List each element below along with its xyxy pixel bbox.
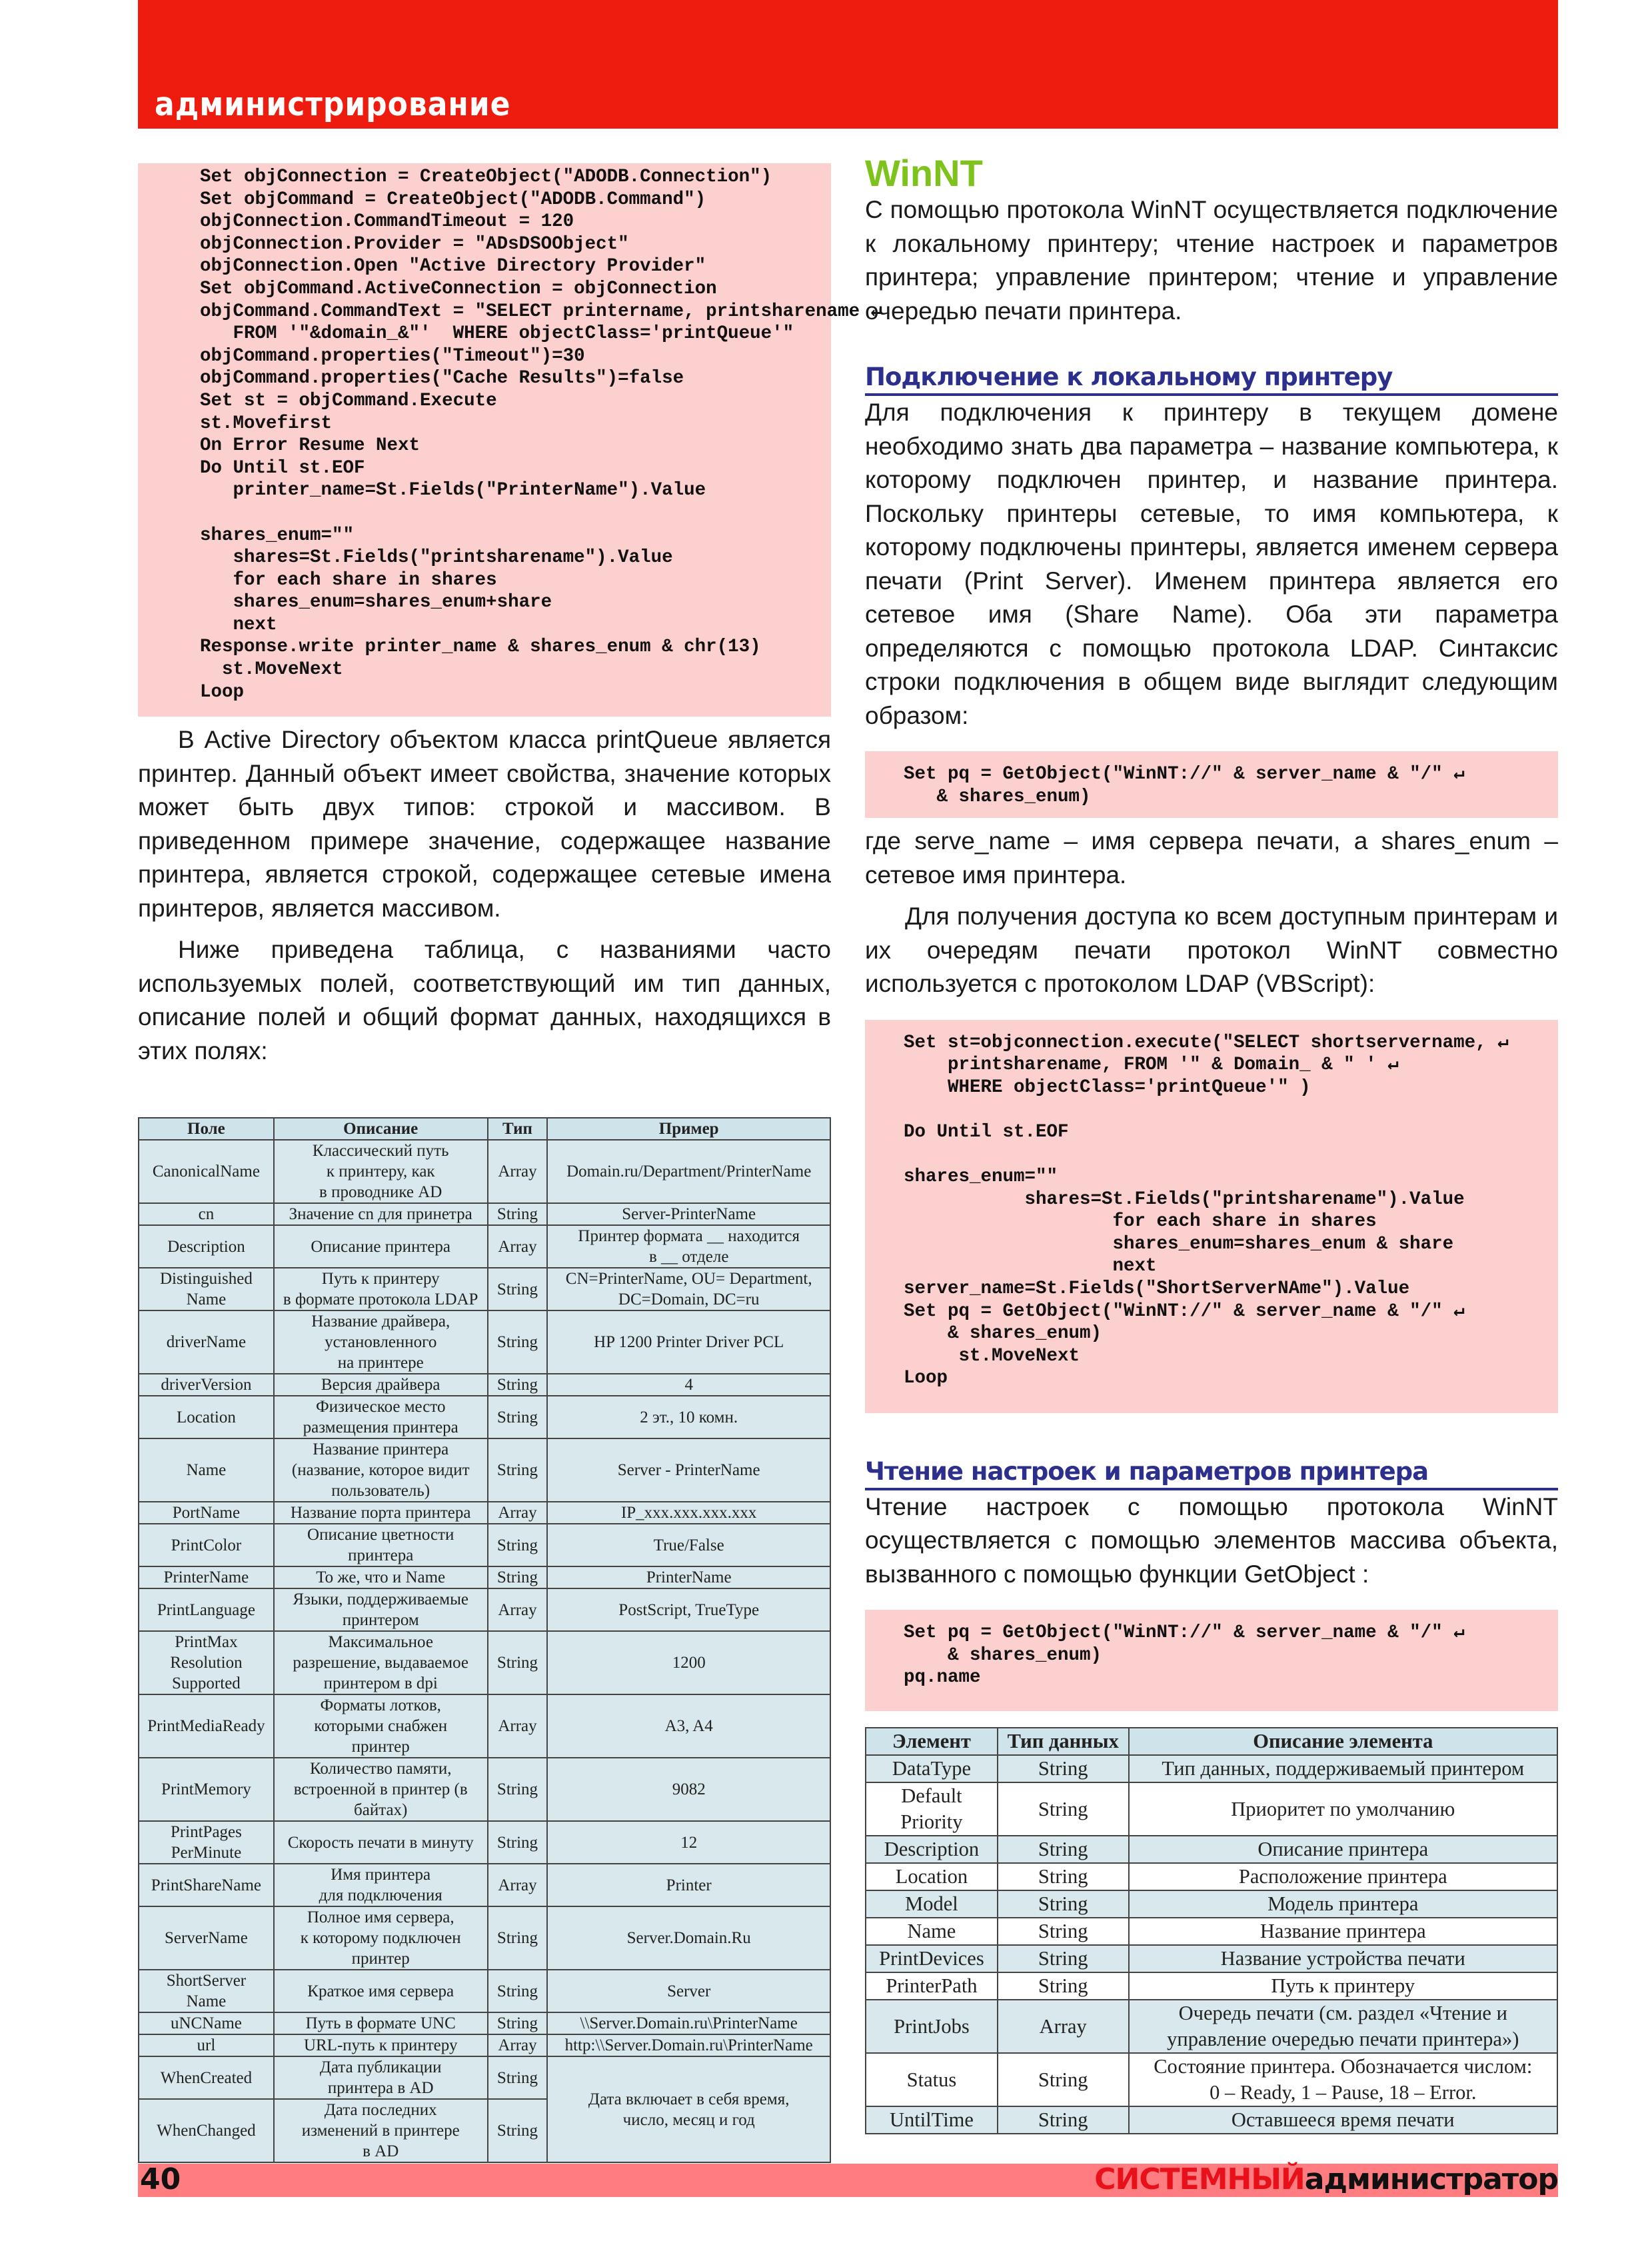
table-cell: String	[488, 1310, 548, 1374]
code-block-winnt-ldap: Set st=objconnection.execute("SELECT shortservername, ↵ printsharename, FROM '" & Domain_ & " ' ↵ WHERE objectClass='printQueue'" ) Do Until st.EOF shares_enum="" shares=St.Fields("printsharename").Value for each share in shares shares_enum=shares_enum & share next server_name=St.Fields("ShortServerNAme").Value Set pq = GetObject("WinNT://" & server_name & "/" ↵ & shares_enum) st.MoveNext Loop	[865, 1020, 1558, 1413]
table-row	[866, 2106, 1557, 2134]
table-cell: Название принтера	[1129, 1918, 1557, 1945]
table-cell: Имя принтера для подключения	[274, 1864, 488, 1906]
table-cell: Оставшееся время печати	[1129, 2106, 1557, 2134]
table-row	[866, 1972, 1557, 2000]
table-row	[139, 1631, 830, 1694]
table-cell: PortName	[139, 1502, 274, 1524]
table-cell: 1200	[547, 1631, 830, 1694]
table-cell: PrintMediaReady	[139, 1694, 274, 1758]
table-cell: String	[488, 1821, 548, 1864]
subheading: Чтение настроек и параметров принтера	[865, 1457, 1558, 1490]
table-cell: PostScript, TrueType	[547, 1588, 830, 1631]
table-cell: Array	[488, 1864, 548, 1906]
table-cell: PrintShareName	[139, 1864, 274, 1906]
table-header: Пример	[547, 1118, 830, 1140]
table-cell: Location	[866, 1863, 998, 1890]
table-cell: String	[488, 2099, 548, 2162]
paragraph: Для получения доступа ко всем доступным принтерам и их очередям печати протокол WinNT совместно используется с протоколом LDAP (VBScript):	[865, 903, 1558, 997]
table-cell: Название порта принтера	[274, 1502, 488, 1524]
table-row	[866, 1918, 1557, 1945]
table-cell: String	[488, 1203, 548, 1225]
table-row	[866, 1755, 1557, 1782]
table-cell: Тип данных, поддерживаемый принтером	[1129, 1755, 1557, 1782]
table-row	[866, 1836, 1557, 1863]
table-cell: IP_xxx.xxx.xxx.xxx	[547, 1502, 830, 1524]
code-block-ldap: Set objConnection = CreateObject("ADODB.Connection") Set objCommand = CreateObject("ADODB.Command") objConnection.CommandTimeout = 120 objConnection.Provider = "ADsDSOObject" objConnection.Open "Active Directory Provider" Set objCommand.ActiveConnection = objConnection objCommand.CommandText = "SELECT printername, printsharename ↵ FROM '"&domain_&"' WHERE objectClass='printQueue'" objCommand.properties("Timeout")=30 objCommand.properties("Cache Results")=false Set st = objCommand.Execute st.Movefirst On Error Resume Next Do Until st.EOF printer_name=St.Fields("PrinterName").Value shares_enum="" shares=St.Fields("printsharename").Value for each share in shares shares_enum=shares_enum+share next Response.write printer_name & shares_enum & chr(13) st.MoveNext Loop	[138, 163, 831, 717]
table-row	[139, 1758, 830, 1821]
table-cell: String	[998, 1918, 1129, 1945]
table-cell: Расположение принтера	[1129, 1863, 1557, 1890]
table-header: Тип данных	[998, 1728, 1129, 1755]
table-cell: Array	[488, 1502, 548, 1524]
table-cell: Name	[866, 1918, 998, 1945]
table-cell: String	[998, 2106, 1129, 2134]
table-cell: http:\\Server.Domain.ru\PrinterName	[547, 2034, 830, 2056]
table-cell: PrinterPath	[866, 1972, 998, 2000]
table-cell: driverName	[139, 1310, 274, 1374]
table-cell: A3, A4	[547, 1694, 830, 1758]
table-cell: PrintLanguage	[139, 1588, 274, 1631]
table-cell: PrinterName	[547, 1566, 830, 1588]
table-cell: String	[488, 1566, 548, 1588]
table-cell: \\Server.Domain.ru\PrinterName	[547, 2012, 830, 2034]
table-cell: Скорость печати в минуту	[274, 1821, 488, 1864]
table-cell: Server-PrinterName	[547, 1203, 830, 1225]
table-cell: uNCName	[139, 2012, 274, 2034]
page-number: 40	[140, 2162, 181, 2196]
table-row	[866, 1945, 1557, 1972]
table-cell: Количество памяти, встроенной в принтер (в байтах)	[274, 1758, 488, 1821]
table-cell: String	[998, 1890, 1129, 1918]
table-cell: String	[488, 1396, 548, 1438]
paragraph: Для подключения к принтеру в текущем домене необходимо знать два параметра – название компьютера, к которому подключен принтер, и название принтера. Поскольку принтеры сетевые, то имя компьютера, к которому подключены принтеры, является именем сервера печати (Print Server). Именем принтера является его сетевое имя (Share Name). Оба эти параметра определяются с помощью протокола LDAP. Синтаксис строки подключения в общем виде выглядит следующим образом:	[865, 399, 1558, 729]
table-cell: String	[998, 1782, 1129, 1836]
table-row	[866, 1863, 1557, 1890]
table-cell: Модель принтера	[1129, 1890, 1557, 1918]
table-cell: String	[998, 1972, 1129, 2000]
table-row	[139, 2012, 830, 2034]
table-cell: 9082	[547, 1758, 830, 1821]
table-cell: PrinterName	[139, 1566, 274, 1588]
code-block-getobject: Set pq = GetObject("WinNT://" & server_name & "/" ↵ & shares_enum)	[865, 751, 1558, 818]
paragraph: Чтение настроек с помощью протокола WinNT осуществляется с помощью элементов массива объекта, вызванного с помощью функции GetObject :	[865, 1492, 1558, 1588]
table-row	[866, 2053, 1557, 2106]
fields-table-body	[139, 1140, 830, 2162]
table-cell: Описание принтера	[274, 1225, 488, 1268]
table-cell: 4	[547, 1374, 830, 1396]
table-row	[139, 1502, 830, 1524]
magazine-name	[1094, 2162, 1558, 2196]
table-row	[139, 1140, 830, 1203]
table-cell: Форматы лотков, которыми снабжен принтер	[274, 1694, 488, 1758]
table-cell: Максимальное разрешение, выдаваемое принтером в dpi	[274, 1631, 488, 1694]
table-cell: String	[998, 1755, 1129, 1782]
table-cell: True/False	[547, 1524, 830, 1566]
paragraph: Ниже приведена таблица, с названиями часто используемых полей, соответствующий им тип данных, описание полей и общий формат данных, находящихся в этих полях:	[138, 936, 831, 1065]
table-cell: String	[488, 2012, 548, 2034]
elements-table-body	[866, 1755, 1557, 2134]
table-cell: Array	[488, 1225, 548, 1268]
table-cell: Классический путь к принтеру, как в проводнике AD	[274, 1140, 488, 1203]
paragraph: где serve_name – имя сервера печати, а shares_enum – сетевое имя принтера.	[865, 827, 1558, 889]
paragraph: С помощью протокола WinNT осуществляется подключение к локальному принтеру; чтение настроек и параметров принтера; управление принтером; чтение и управление очередью печати принтера.	[865, 196, 1558, 325]
table-cell: Server - PrinterName	[547, 1438, 830, 1502]
table-cell: Версия драйвера	[274, 1374, 488, 1396]
section-title: WinNT	[865, 152, 983, 194]
table-header: Описание	[274, 1118, 488, 1140]
fields-table	[138, 1117, 831, 2163]
table-header: Поле	[139, 1118, 274, 1140]
table-cell: ServerName	[139, 1906, 274, 1970]
table-cell: Дата публикации принтера в AD	[274, 2056, 488, 2099]
subheading: Подключение к локальному принтеру	[865, 363, 1558, 396]
table-cell: 12	[547, 1821, 830, 1864]
table-cell: cn	[139, 1203, 274, 1225]
table-row	[139, 1566, 830, 1588]
elements-table	[865, 1727, 1558, 2134]
table-row	[866, 1782, 1557, 1836]
magazine-name-part2: администратор	[1304, 2162, 1558, 2196]
table-cell: DataType	[866, 1755, 998, 1782]
table-cell: String	[488, 1970, 548, 2012]
table-row	[866, 2000, 1557, 2053]
table-cell: Model	[866, 1890, 998, 1918]
table-cell: PrintJobs	[866, 2000, 998, 2053]
table-cell: String	[488, 1758, 548, 1821]
paragraph: В Active Directory объектом класса printQueue является принтер. Данный объект имеет свойства, значение которых может быть двух типов: строкой и массивом. В приведенном примере значение, содержащее название принтера, является строкой, содержащее сетевые имена принтеров, является массивом.	[138, 726, 831, 922]
table-cell: String	[998, 1863, 1129, 1890]
table-cell: Server	[547, 1970, 830, 2012]
table-cell: Название устройства печати	[1129, 1945, 1557, 1972]
table-cell: Location	[139, 1396, 274, 1438]
table-cell: Путь к принтеру	[1129, 1972, 1557, 2000]
magazine-name-part1: СИСТЕМНЫЙ	[1094, 2162, 1305, 2196]
table-cell: String	[488, 1524, 548, 1566]
table-row	[139, 2034, 830, 2056]
table-cell: CanonicalName	[139, 1140, 274, 1203]
table-cell: PrintMax Resolution Supported	[139, 1631, 274, 1694]
table-cell: UntilTime	[866, 2106, 998, 2134]
table-cell: WhenChanged	[139, 2099, 274, 2162]
table-cell: Описание цветности принтера	[274, 1524, 488, 1566]
table-cell: Description	[866, 1836, 998, 1863]
table-row	[139, 1864, 830, 1906]
table-cell: String	[998, 1945, 1129, 1972]
table-cell: String	[998, 2053, 1129, 2106]
table-cell: Языки, поддерживаемые принтером	[274, 1588, 488, 1631]
section-label: администрирование	[155, 85, 511, 124]
table-cell: PrintColor	[139, 1524, 274, 1566]
table-cell: Состояние принтера. Обозначается числом: 0 – Ready, 1 – Pause, 18 – Error.	[1129, 2053, 1557, 2106]
table-header: Описание элемента	[1129, 1728, 1557, 1755]
table-cell: Name	[139, 1438, 274, 1502]
table-row	[139, 1906, 830, 1970]
table-cell: Array	[488, 1694, 548, 1758]
table-cell: Array	[488, 1140, 548, 1203]
table-cell: URL-путь к принтеру	[274, 2034, 488, 2056]
table-row	[866, 1890, 1557, 1918]
table-cell: HP 1200 Printer Driver PCL	[547, 1310, 830, 1374]
table-row	[139, 1588, 830, 1631]
table-cell: Значение cn для принетра	[274, 1203, 488, 1225]
table-row	[139, 2056, 830, 2099]
table-cell: Description	[139, 1225, 274, 1268]
table-cell: Название драйвера, установленного на принтере	[274, 1310, 488, 1374]
table-row	[139, 1970, 830, 2012]
table-cell: PrintMemory	[139, 1758, 274, 1821]
table-row	[139, 1203, 830, 1225]
table-row	[139, 1396, 830, 1438]
table-row	[139, 1310, 830, 1374]
table-cell: Default Priority	[866, 1782, 998, 1836]
code-block-pqname: Set pq = GetObject("WinNT://" & server_name & "/" ↵ & shares_enum) pq.name	[865, 1610, 1558, 1711]
table-cell: PrintDevices	[866, 1945, 998, 1972]
table-cell: Distinguished Name	[139, 1268, 274, 1310]
table-cell: Status	[866, 2053, 998, 2106]
table-row	[139, 1225, 830, 1268]
table-cell: String	[488, 1268, 548, 1310]
table-cell: Server.Domain.Ru	[547, 1906, 830, 1970]
table-row	[139, 1524, 830, 1566]
table-cell: Дата последних изменений в принтере в AD	[274, 2099, 488, 2162]
table-row	[139, 1694, 830, 1758]
table-cell: 2 эт., 10 комн.	[547, 1396, 830, 1438]
table-cell: CN=PrinterName, OU= Department, DC=Domain, DC=ru	[547, 1268, 830, 1310]
right-column	[865, 153, 1558, 2134]
table-cell: Domain.ru/Department/PrinterName	[547, 1140, 830, 1203]
table-cell: WhenCreated	[139, 2056, 274, 2099]
table-cell: Полное имя сервера, к которому подключен принтер	[274, 1906, 488, 1970]
table-cell: String	[488, 1374, 548, 1396]
table-cell: String	[488, 2056, 548, 2099]
table-cell: Путь в формате UNC	[274, 2012, 488, 2034]
table-cell: Путь к принтеру в формате протокола LDAP	[274, 1268, 488, 1310]
table-cell: Краткое имя сервера	[274, 1970, 488, 2012]
table-cell: Приоритет по умолчанию	[1129, 1782, 1557, 1836]
table-cell: String	[488, 1906, 548, 1970]
table-cell: String	[488, 1438, 548, 1502]
table-cell: url	[139, 2034, 274, 2056]
table-cell: PrintPages PerMinute	[139, 1821, 274, 1864]
table-cell: Printer	[547, 1864, 830, 1906]
table-cell: Описание принтера	[1129, 1836, 1557, 1863]
table-row	[139, 1438, 830, 1502]
table-cell: Array	[488, 2034, 548, 2056]
table-cell: Array	[488, 1588, 548, 1631]
table-cell: driverVersion	[139, 1374, 274, 1396]
table-cell: Физическое место размещения принтера	[274, 1396, 488, 1438]
table-row	[139, 1268, 830, 1310]
table-cell: То же, что и Name	[274, 1566, 488, 1588]
table-cell: Дата включает в себя время, число, месяц и год	[547, 2056, 830, 2162]
left-column	[138, 163, 882, 2163]
table-cell: Очередь печати (см. раздел «Чтение и управление очередью печати принтера»)	[1129, 2000, 1557, 2053]
table-header: Элемент	[866, 1728, 998, 1755]
table-cell: String	[998, 1836, 1129, 1863]
table-cell: ShortServer Name	[139, 1970, 274, 2012]
table-cell: Название принтера (название, которое видит пользователь)	[274, 1438, 488, 1502]
table-cell: Принтер формата __ находится в __ отделе	[547, 1225, 830, 1268]
table-cell: String	[488, 1631, 548, 1694]
table-header: Тип	[488, 1118, 548, 1140]
table-cell: Array	[998, 2000, 1129, 2053]
table-row	[139, 1821, 830, 1864]
table-row	[139, 1374, 830, 1396]
